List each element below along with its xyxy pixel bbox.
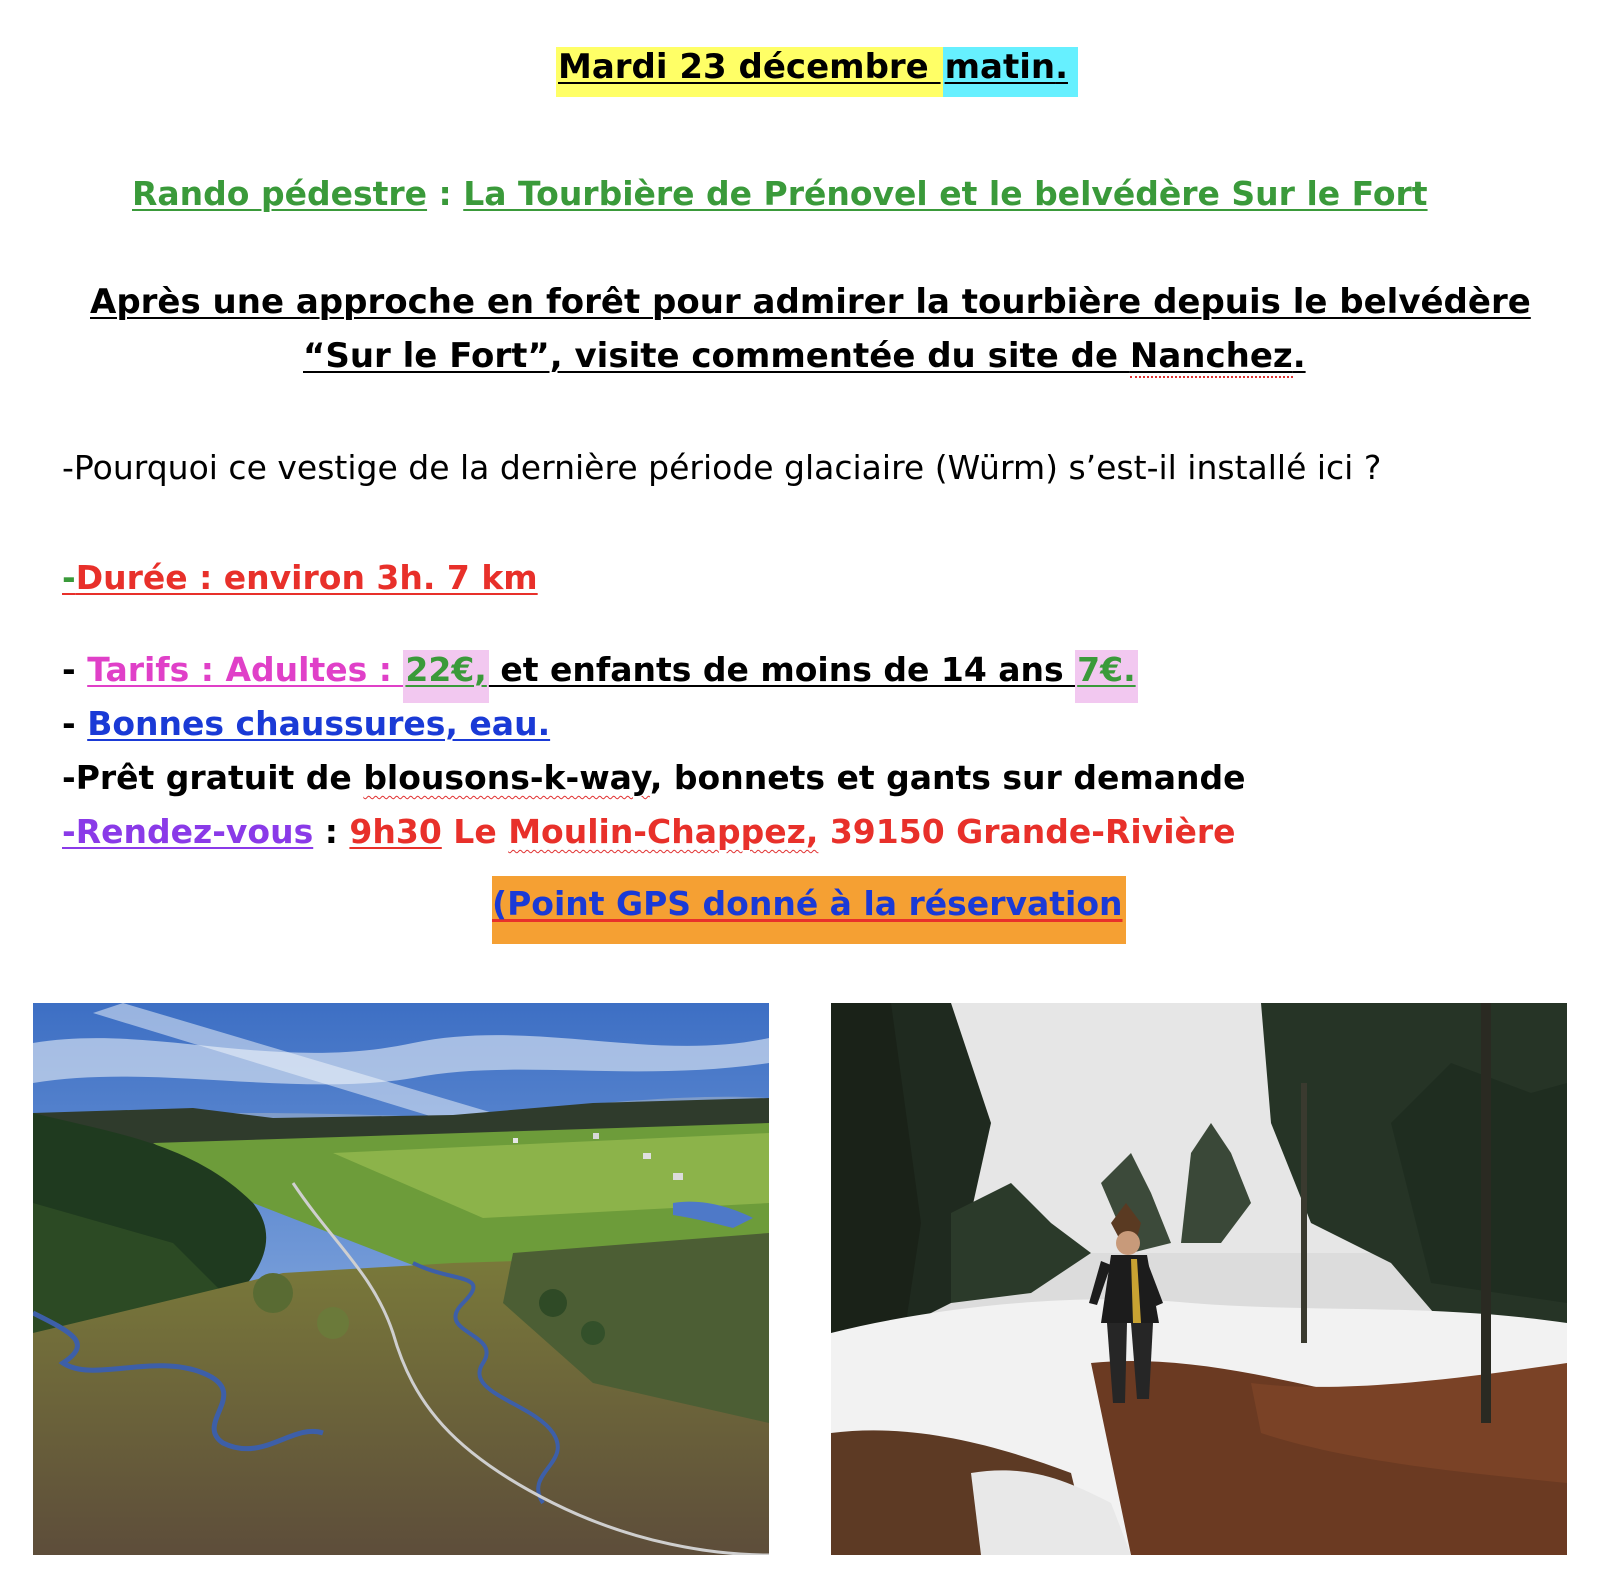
photo-peat-bog-aerial bbox=[33, 1003, 769, 1555]
question-text: -Pourquoi ce vestige de la dernière période glaciaire (Würm) s’est-il installé ici ? bbox=[62, 448, 1382, 487]
title-date: Mardi 23 décembre bbox=[556, 47, 943, 97]
activity-type: Rando pédestre bbox=[132, 174, 428, 213]
place-nanchez: Nanchez bbox=[1129, 336, 1293, 376]
equipment-info: - Bonnes chaussures, eau. bbox=[62, 704, 551, 743]
intro-line-1: Après une approche en forêt pour admirer la tourbière depuis le belvédère bbox=[90, 282, 1531, 322]
adult-price: 22€, bbox=[403, 650, 488, 703]
meeting-info: -Rendez-vous : 9h30 Le Moulin-Chappez, 39150 Grande-Rivière bbox=[62, 812, 1236, 851]
equipment-text: Bonnes chaussures, eau. bbox=[87, 704, 551, 743]
meeting-label: -Rendez-vous bbox=[62, 812, 314, 851]
prices-info: - Tarifs : Adultes : 22€, et enfants de moins de 14 ans 7€. bbox=[62, 646, 1138, 694]
prices-label: Tarifs : Adultes : bbox=[87, 650, 404, 689]
activity-separator: : bbox=[427, 174, 464, 213]
loan-item-jackets: blousons-k-way bbox=[363, 758, 650, 797]
meeting-place-town: 39150 Grande-Rivière bbox=[818, 812, 1236, 851]
gps-note: (Point GPS donné à la réservation bbox=[492, 884, 1123, 923]
duration-info: -Durée : environ 3h. 7 km bbox=[62, 558, 538, 597]
photo-peat-bog-aerial-image bbox=[33, 1003, 769, 1555]
loan-info: -Prêt gratuit de blousons-k-way, bonnets et gants sur demande bbox=[62, 758, 1246, 797]
photo-snowy-forest-hiker bbox=[831, 1003, 1567, 1555]
event-date-title bbox=[556, 36, 1078, 108]
photo-snowy-forest-hiker-image bbox=[831, 1003, 1567, 1555]
child-price: 7€. bbox=[1075, 650, 1137, 703]
title-time-of-day: matin. bbox=[943, 47, 1078, 97]
meeting-place-name: Moulin-Chappez, bbox=[508, 812, 819, 851]
meeting-time: 9h30 bbox=[349, 812, 442, 851]
activity-name: La Tourbière de Prénovel et le belvédère Sur le Fort bbox=[463, 174, 1428, 213]
intro-line-2: “Sur le Fort”, visite commentée du site de Nanchez. bbox=[303, 336, 1306, 376]
activity-title bbox=[132, 170, 1428, 218]
